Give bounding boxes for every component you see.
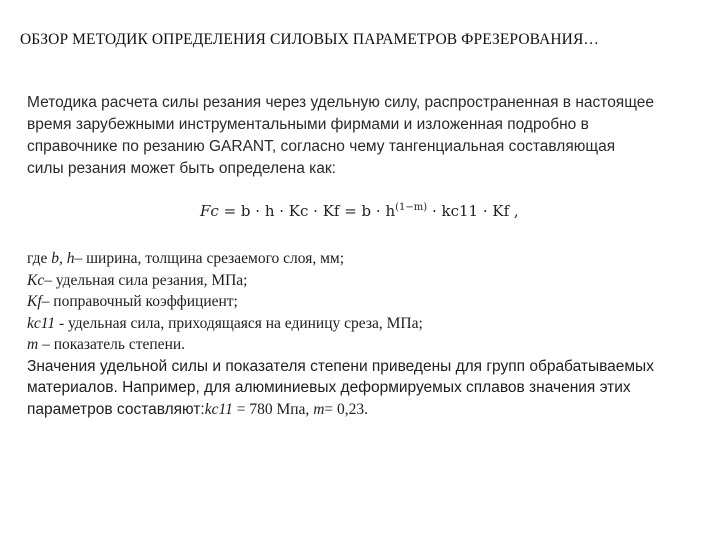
formula-part2: · kc11 · Kf , <box>427 202 519 220</box>
definition-item <box>27 291 697 313</box>
definition-text: – удельная сила резания, МПа; <box>44 271 248 289</box>
definition-symbol: m <box>27 336 39 353</box>
definition-item <box>27 334 697 356</box>
definition-text: – ширина, толщина срезаемого слоя, мм; <box>74 250 345 267</box>
definition-symbol: b, h <box>51 250 75 267</box>
m-symbol: m <box>313 400 325 418</box>
definitions-list <box>27 248 697 420</box>
definition-text: - удельная сила, приходящаяся на единицу среза, МПа; <box>55 314 423 332</box>
definition-symbol: Kc <box>27 271 45 289</box>
formula-exponent: (1−m) <box>395 202 428 213</box>
intro-line: Методика расчета силы резания через удельную силу, распространенная в настоящее <box>27 94 655 111</box>
kc-value: = 780 Мпа, <box>232 400 314 418</box>
formula-part1: = b · h · Kc · Kf = b · h <box>218 202 396 220</box>
intro-line: силы резания может быть определена как: <box>27 160 336 177</box>
definition-text: – поправочный коэффициент; <box>41 293 238 310</box>
m-value: = 0,23. <box>324 400 369 418</box>
intro-line: время зарубежными инструментальными фирмами и изложенная подробно в <box>27 116 589 133</box>
definition-prefix: где <box>27 250 52 267</box>
formula-lhs: Fc <box>200 202 219 220</box>
intro-line: справочнике по резанию GARANT, согласно чему тангенциальная составляющая <box>27 138 616 155</box>
last-line-lead: параметров составляют: <box>27 400 205 418</box>
conclusion-line: материалов. Например, для алюминиевых деформируемых сплавов значения этих <box>27 379 631 396</box>
conclusion-last-line <box>27 399 697 421</box>
definition-text: – показатель степени. <box>38 336 186 353</box>
force-formula <box>200 202 519 220</box>
definition-symbol: Kf <box>27 293 42 310</box>
slide-title: ОБЗОР МЕТОДИК ОПРЕДЕЛЕНИЯ СИЛОВЫХ ПАРАМЕТРОВ ФРЕЗЕРОВАНИЯ… <box>20 31 600 48</box>
intro-paragraph <box>27 92 697 180</box>
definition-item <box>27 248 697 270</box>
conclusion-line: Значения удельной силы и показателя степени приведены для групп обрабатываемых <box>27 357 654 375</box>
definition-item <box>27 270 697 292</box>
definition-symbol: kc11 <box>27 314 56 332</box>
kc-symbol: kc11 <box>204 400 233 418</box>
definition-item <box>27 313 697 335</box>
